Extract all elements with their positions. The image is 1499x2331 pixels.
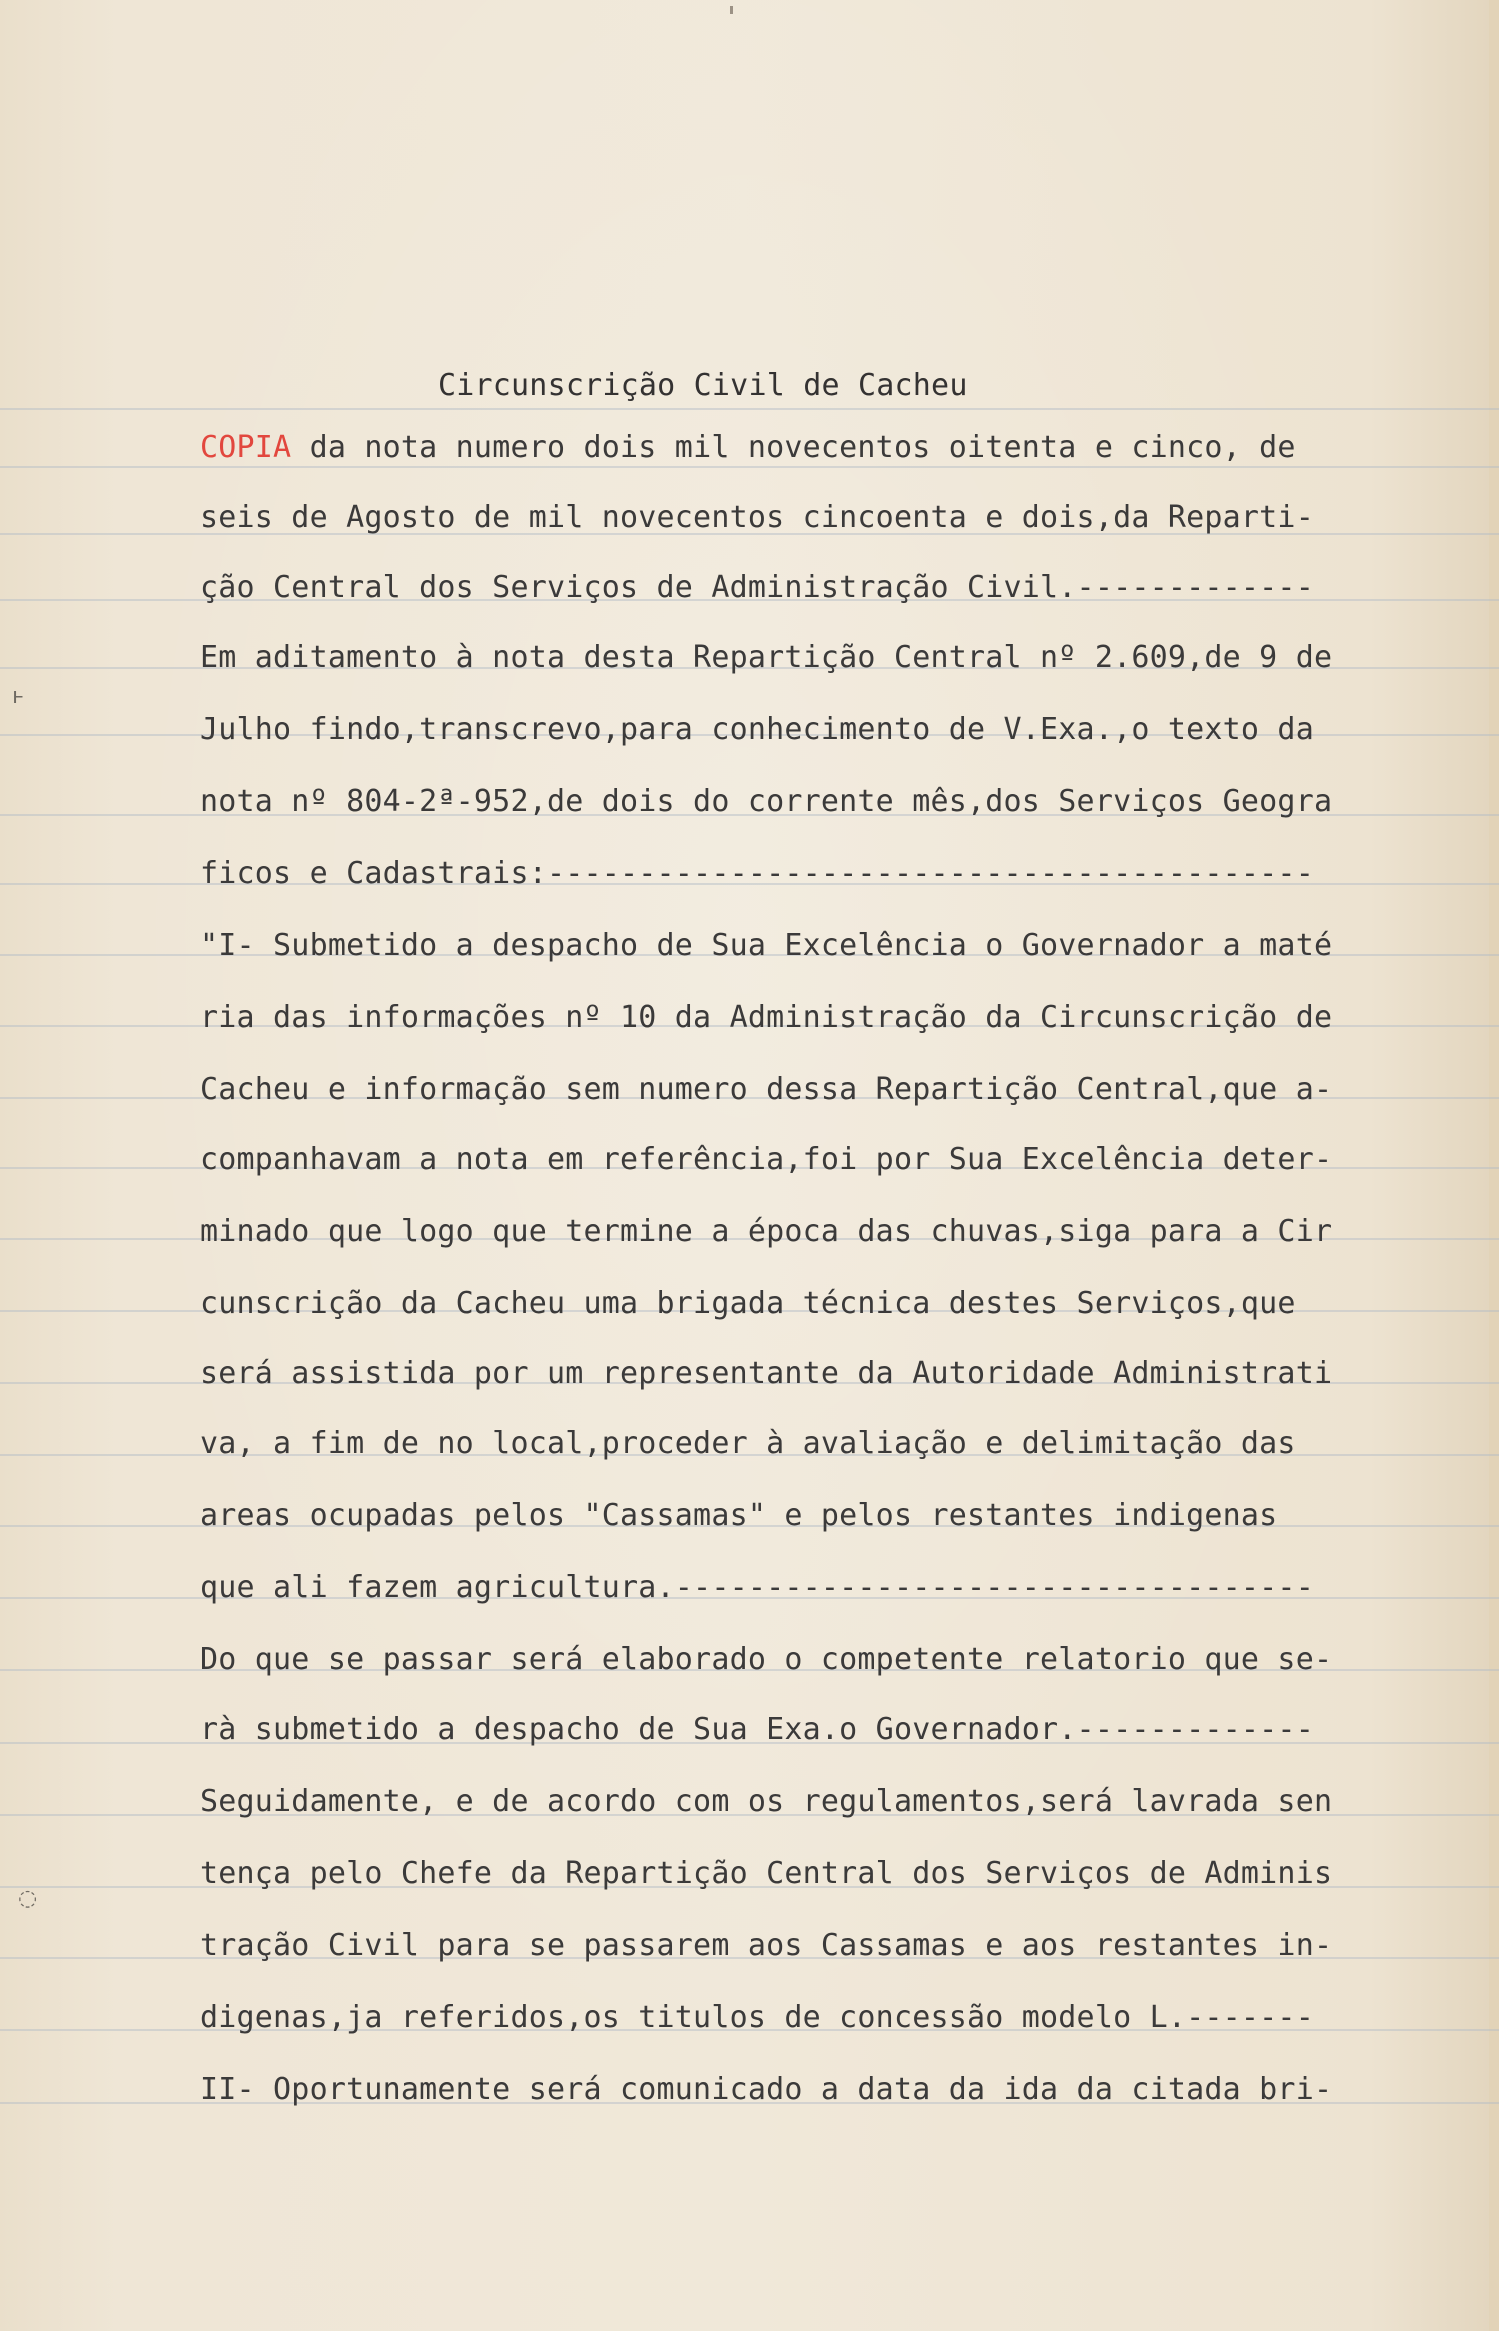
text-line-24: II- Oportunamente será comunicado a data da ida da citada bri- [200, 2072, 1333, 2107]
text-line-2: seis de Agosto de mil novecentos cincoenta e dois,da Reparti- [200, 500, 1314, 535]
text-line-9: ria das informações nº 10 da Administração da Circunscrição de [200, 1000, 1333, 1035]
text-line-1 [200, 430, 1296, 466]
text-line-10: Cacheu e informação sem numero dessa Repartição Central,que a- [200, 1072, 1333, 1107]
document-title: Circunscrição Civil de Cacheu [438, 368, 968, 403]
text-line-18: Do que se passar será elaborado o competente relatorio que se- [200, 1642, 1333, 1677]
text-line-4: Em aditamento à nota desta Repartição Central nº 2.609,de 9 de [200, 640, 1333, 675]
punch-hole-mark: ⱶ [12, 684, 25, 709]
text-line-15: va, a fim de no local,proceder à avaliação e delimitação das [200, 1426, 1296, 1461]
text-line-5: Julho findo,transcrevo,para conhecimento de V.Exa.,o texto da [200, 712, 1314, 747]
text-line-14: será assistida por um representante da Autoridade Administrati [200, 1356, 1333, 1391]
text-line-6: nota nº 804-2ª-952,de dois do corrente mês,dos Serviços Geogra [200, 784, 1333, 819]
text-line-1-body: da nota numero dois mil novecentos oitenta e cinco, de [291, 430, 1296, 465]
copia-label: COPIA [200, 430, 292, 465]
text-line-13: cunscrição da Cacheu uma brigada técnica destes Serviços,que [200, 1286, 1296, 1321]
text-line-8: "I- Submetido a despacho de Sua Excelência o Governador a maté [200, 928, 1333, 963]
text-line-17: que ali fazem agricultura.----------------------------------- [200, 1570, 1314, 1605]
text-line-23: digenas,ja referidos,os titulos de concessão modelo L.------- [200, 2000, 1314, 2035]
text-line-16: areas ocupadas pelos "Cassamas" e pelos restantes indigenas [200, 1498, 1278, 1533]
text-line-20: Seguidamente, e de acordo com os regulamentos,será lavrada sen [200, 1784, 1333, 1819]
text-line-21: tença pelo Chefe da Repartição Central dos Serviços de Adminis [200, 1856, 1333, 1891]
punch-hole-mark: ◌ [18, 1886, 38, 1911]
text-line-11: companhavam a nota em referência,foi por Sua Excelência deter- [200, 1142, 1333, 1177]
text-line-22: tração Civil para se passarem aos Cassamas e aos restantes in- [200, 1928, 1333, 1963]
text-line-19: rà submetido a despacho de Sua Exa.o Governador.------------- [200, 1712, 1314, 1747]
text-line-3: ção Central dos Serviços de Administração Civil.------------- [200, 570, 1314, 605]
text-line-12: minado que logo que termine a época das chuvas,siga para a Cir [200, 1214, 1333, 1249]
text-line-7: ficos e Cadastrais:------------------------------------------ [200, 856, 1314, 891]
